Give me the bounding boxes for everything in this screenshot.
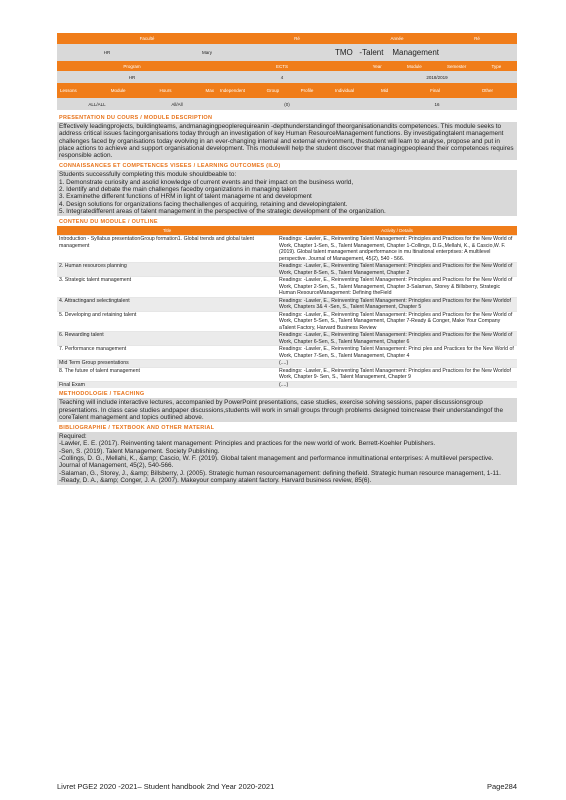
bibliography-item: -Ready, D. A., &amp; Conger, J. A. (2007). Makeyour company atalent factory. Harvard business review, 85(6).: [59, 476, 372, 484]
header-cell: (0): [217, 98, 357, 110]
table-row: [57, 346, 517, 360]
outcome-item: 3. Examinethe different functions of HRM in light of talent manageme nt and development: [59, 193, 312, 201]
table-row: [57, 332, 517, 346]
table-row: [57, 236, 517, 263]
module-title: TMO -Talent Management: [257, 44, 517, 61]
presentation-text: Effectively leadingprojects, buildingteams, andmanagingpeoplerequireanin -depthunderstandingof theorganisationandits competences. This module seeks to address critical issues facingorganisations today through an investigation of key Human ResourceManagement functions. By investigatingtalent management challenges faced by organisations today evolving in an ever-changing internal and external environment, thestudent will learn to analyse, propose and put in place actions to achieve and support organisational development. This modulewill help the student discover that managingpeopleand their competences requires responsible action.: [59, 123, 514, 160]
table-row: [57, 311, 517, 332]
session-details: Readings: -Lawler, E., Reinventing Talent Management: Principles and Practices for the New World of Work, Chapter 1-Sen, S., Talent Management, Chapter 1-Collings, D.G.,Mellahi, K., & Cascio,W. F. (2019). Global talent management andperformance in mu ltinational enterprises: A multilevel perspective. Journal of Management, 45(2), 540 - 566.: [277, 236, 517, 263]
session-title: Mid Term Group presentations: [57, 360, 277, 368]
session-details: (....): [277, 360, 517, 368]
page-footer: [57, 782, 517, 791]
session-details: Readings: -Lawler, E., Reinventing Talent Management: Principles and Practices for the New World of Work, Chapter 5-Sen, S., Talent Management, Chapter 7-Ready & Conger, Make Your Company aTalent Factory, Harvard Business Review: [277, 311, 517, 332]
session-details: Readings: -Lawler, E., Reinventing Talent Management: Principles and Practices for the New World of Work, Chapter 6-Sen, S., Talent Management, Chapter 6: [277, 332, 517, 346]
outcome-item: 2. Identify and debate the main challenges facedby organizations in managing talent: [59, 186, 298, 194]
footer-handbook-title: Livret PGE2 2020 -2021– Student handbook 2nd Year 2020-2021: [57, 782, 275, 791]
column-header: Activity / Details: [277, 226, 517, 236]
header-cell: HR: [57, 44, 157, 61]
header-row-1: [57, 33, 517, 44]
methodology-text: Teaching will include interactive lectures, accompanied by PowerPoint presentations, case studies, exercise solving sessions, paper discussionsgroup presentations. In class case studies andpaper discussions,students will work in small groups through problems designed toincrease their understandingof the coreTalent management and topics outlined above.: [59, 399, 504, 421]
table-row: [57, 360, 517, 368]
header-cell: 2018/2019: [357, 71, 517, 83]
bibliography-item: -Sen, S. (2019). Talent Management. Society Publishing.: [59, 447, 220, 455]
session-title: 6. Rewarding talent: [57, 332, 277, 346]
session-details: (....): [277, 381, 517, 388]
header-cell: Ré: [237, 33, 357, 44]
session-details: Readings: -Lawler, E., Reinventing Talent Management: Princi ples and Practices for the New World of Work, Chapter 7-Sen, S., Talent Management, Chapter 4: [277, 346, 517, 360]
bibliography-item: -Collings, D. G., Mellahi, K., &amp; Cascio, W. F. (2019). Global talent management and performance inmultinational enterprises: A multilevel perspective. Journal of Management, 45(2), 540-566.: [59, 455, 494, 470]
methodology-block: [57, 398, 517, 422]
header-row-6: [57, 98, 517, 110]
header-cell: Ré: [437, 33, 517, 44]
outcomes-title: CONNAISSANCES ET COMPETENCES VISEES / LEARNING OUTCOMES (ILO): [59, 163, 281, 170]
column-header: Title: [57, 226, 277, 236]
page-number: Page284: [486, 782, 517, 791]
header-row-2: [57, 44, 517, 61]
table-row: [57, 277, 517, 298]
outcomes-block: [57, 170, 517, 216]
header-cell: Année: [357, 33, 437, 44]
session-title: Introduction - Syllabus presentationGroup formation1. Global trends and global talent management: [57, 236, 277, 263]
table-row: [57, 367, 517, 381]
header-row-4: [57, 71, 517, 83]
session-details: Readings: -Lawler, E., Reinventing Talent Management: Principles and Practices for the New Worldof Work, Chapters 3& 4 -Sen, S., Talent Management, Chapter 5: [277, 297, 517, 311]
header-row-3: [57, 61, 517, 71]
session-title: 3. Strategic talent management: [57, 277, 277, 298]
session-details: Readings: -Lawler, E., Reinventing Talent Management: Principles and Practices for the New World of Work, Chapter 2-Sen, S., Talent Management, Chapter 3-Salaman, Storey & Billsberry, Strategic Human ResourceManagement: Defining theField: [277, 277, 517, 298]
header-cell: Independent Group Profile Individual: [217, 83, 357, 98]
header-cell: Faculté: [57, 33, 237, 44]
methodology-title: METHODOLOGIE / TEACHING: [59, 391, 145, 398]
bibliography-item: -Salaman, G., Storey, J., &amp; Billsberry, J. (2005). Strategic human resourcemanagement: defining thefield. Strategic human resource management, 1-11.: [59, 469, 501, 477]
table-row: [57, 263, 517, 277]
session-title: 8. The future of talent management: [57, 367, 277, 381]
header-cell: Mid Final Other: [357, 83, 517, 98]
session-title: 2. Human resources planning: [57, 263, 277, 277]
header-cell: Lessons Module Hours Max: [57, 83, 217, 98]
content-title: CONTENU DU MODULE / OUTLINE: [59, 219, 158, 226]
session-title: Final Exam: [57, 381, 277, 388]
presentation-block: [57, 122, 517, 160]
table-row: [57, 297, 517, 311]
outcome-item: 4. Design solutions for organizations facing thechallenges of acquiring, retaining and developingtalent.: [59, 200, 348, 208]
header-cell: 16: [357, 98, 517, 110]
header-cell: Mary: [157, 44, 257, 61]
outcomes-intro: Students successfully completing this module shouldbeable to:: [59, 171, 237, 179]
outline-table: [57, 226, 517, 388]
table-row: [57, 381, 517, 388]
session-details: Readings: -Lawler, E., Reinventing Talent Management: Principles and Practices for the New World of Work, Chapter 8-Sen, S., Talent Management, Chapter 2: [277, 263, 517, 277]
header-cell: ALL/ALL: [57, 98, 137, 110]
header-cell: 4: [207, 71, 357, 83]
header-cell: ECTS: [207, 61, 357, 71]
outcome-item: 1. Demonstrate curiosity and asolid knowledge of current events and their impact on the business world,: [59, 178, 354, 186]
page-content: [57, 114, 517, 485]
header-cell: Program: [57, 61, 207, 71]
presentation-title: PRESENTATION DU COURS / MODULE DESCRIPTION: [59, 115, 213, 121]
header-row-5: [57, 83, 517, 98]
session-title: 7. Performance management: [57, 346, 277, 360]
header-cell: HR: [57, 71, 207, 83]
bibliography-block: [57, 432, 517, 485]
session-title: 5. Developing and retaining talent: [57, 311, 277, 332]
outcome-item: 5. Integratedifferent areas of talent management in the perspective of the strategic development of the organization.: [59, 207, 386, 215]
session-details: Readings: -Lawler, E., Reinventing Talent Management: Principles and Practices for the New Worldof Work, Chapter 9- Sen, S., Talent Management, Chapter 9: [277, 367, 517, 381]
header-cell: All/All: [137, 98, 217, 110]
bibliography-intro: Required:: [59, 433, 87, 441]
session-title: 4. Attractingand selectingtalent: [57, 297, 277, 311]
bibliography-title: BIBLIOGRAPHIE / TEXTBOOK AND OTHER MATERIAL: [59, 425, 215, 432]
header-cell: Year Module Semester Type: [357, 61, 517, 71]
bibliography-item: -Lawler, E. E. (2017). Reinventing talent management: Principles and practices for the new world of work. Berrett-Koehler Publishers.: [59, 440, 436, 448]
